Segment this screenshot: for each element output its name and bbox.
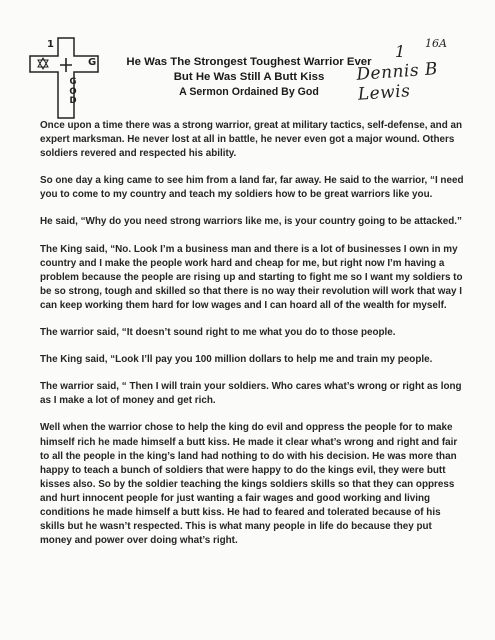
- sermon-body: [40, 119, 465, 561]
- paragraph: The King said, “Look I’ll pay you 100 million dollars to help me and train my people.: [40, 354, 433, 366]
- page-code-handwritten: 16A: [425, 37, 447, 50]
- sermon-header: [104, 55, 394, 101]
- paragraph: The warrior said, “ Then I will train your soldiers. Who cares what’s wrong or right as long as I make a lot of money and get rich.: [40, 381, 462, 407]
- author-signature: Dennis B Lewis: [355, 59, 439, 105]
- page-number-handwritten: 1: [395, 42, 406, 61]
- cross-right-label: G: [88, 57, 97, 68]
- paragraph: He said, “Why do you need strong warriors like me, is your country going to be attacked.”: [40, 216, 462, 228]
- star-of-david-icon: [38, 58, 48, 69]
- paragraph: The warrior said, “It doesn’t sound right to me what you do to those people.: [40, 327, 396, 339]
- paragraph: Once upon a time there was a strong warrior, great at military tactics, self-defense, and an expert marksman. He never lost at all in battle, he never even got a major wound. Others soldiers revered and respected his ability.: [40, 120, 463, 160]
- title-line-1: He Was The Strongest Toughest Warrior Ever: [126, 56, 372, 68]
- paragraph: So one day a king came to see him from a land far, far away. He said to the warrior, “I need you to come to my country and teach my soldiers how to be great warriors like you.: [40, 175, 464, 201]
- cross-top-label: 1: [47, 39, 54, 50]
- cross-bottom-label: G O D: [69, 77, 77, 106]
- title-line-2: But He Was Still A Butt Kiss: [173, 71, 325, 84]
- paragraph: The King said, “No. Look I’m a business man and there is a lot of businesses I own in my country and I make the people work hard and cheap for me, but right now I’m having a problem because the people are rising up and starting to fight me so I want my soldiers to be so strong, tough and skilled so that there is no way their revolution will work that way I can keep working them hard for low wages and I can hoard all of the wealth for myself.: [40, 243, 463, 311]
- subtitle: A Sermon Ordained By God: [179, 86, 319, 99]
- paragraph: Well when the warrior chose to help the king do evil and oppress the people for to make himself rich he made himself a butt kiss. He made it clear what’s wrong and right and fair to all the people in the king’s land had nothing to do with his decision. He was more than happy to teach a bunch of soldiers that were happy to do the kings evil, they were butt kisses also. So by the soldier teaching the kings soldiers skills so that they can oppress and hurt innocent people for just wanting a fair wages and good working and living conditions he made himself a butt kiss. He had to feared and tolerated because of his skills but he wasn’t respected. This is what many people in life do because they put money and power over doing what’s right.: [40, 422, 458, 547]
- plus-icon: [60, 58, 72, 72]
